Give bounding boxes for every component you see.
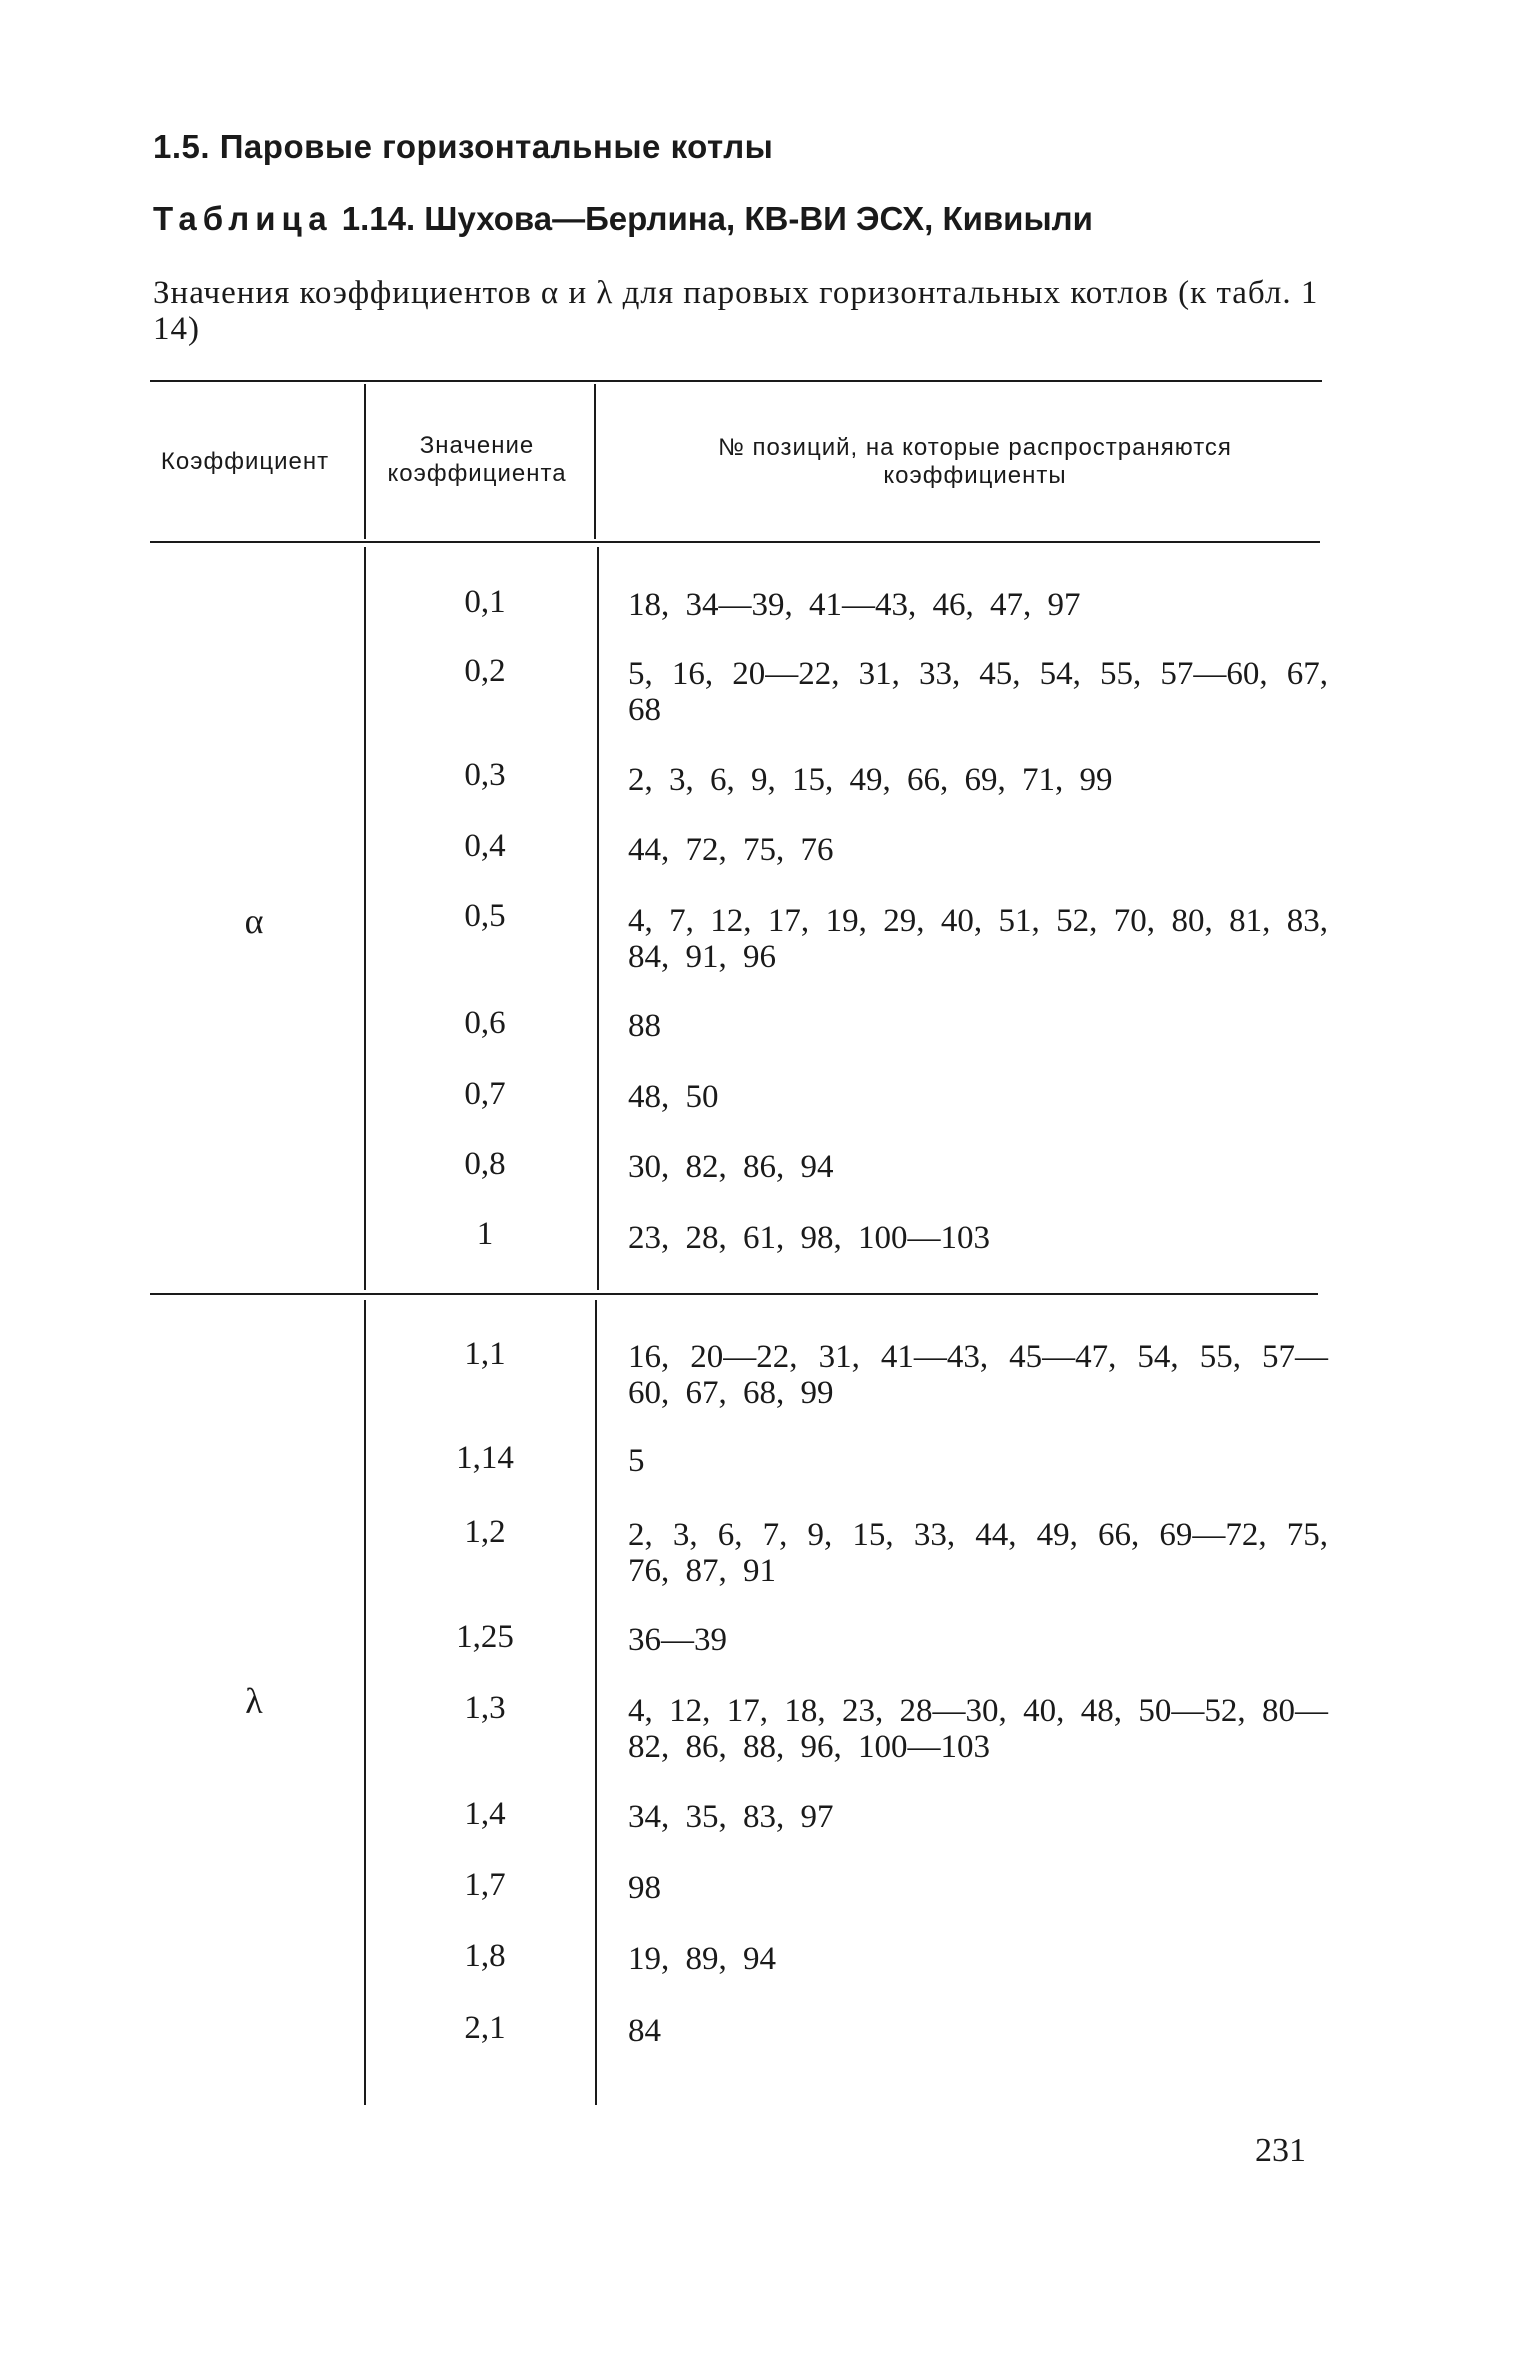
positions-cell: 5, 16, 20—22, 31, 33, 45, 54, 55, 57—60, 67, 68 (628, 656, 1328, 728)
page-number: 231 (1255, 2132, 1306, 2169)
positions-cell: 16, 20—22, 31, 41—43, 45—47, 54, 55, 57—60, 67, 68, 99 (628, 1339, 1328, 1411)
positions-cell: 30, 82, 86, 94 (628, 1149, 834, 1185)
column-divider-1 (364, 547, 366, 1290)
value-cell: 0,5 (464, 898, 506, 934)
column-divider-1 (364, 1300, 366, 2105)
positions-cell: 18, 34—39, 41—43, 46, 47, 97 (628, 587, 1081, 623)
header-value: Значение коэффициента (387, 432, 567, 487)
header-bottom-rule (150, 541, 1320, 543)
group-divider-rule (150, 1293, 1318, 1295)
positions-cell: 84 (628, 2013, 661, 2049)
positions-cell: 36—39 (628, 1622, 727, 1658)
value-cell: 0,4 (464, 828, 506, 864)
column-divider-2 (597, 547, 599, 1290)
table-title (153, 200, 1093, 238)
value-cell: 1,4 (464, 1796, 506, 1832)
positions-cell: 5 (628, 1443, 645, 1479)
positions-cell: 88 (628, 1008, 661, 1044)
table-title-rest: 1.14. Шухова—Берлина, КВ-ВИ ЭСХ, Кивиыли (332, 200, 1093, 237)
value-cell: 1,14 (456, 1440, 514, 1476)
value-cell: 0,7 (464, 1076, 506, 1112)
positions-cell: 44, 72, 75, 76 (628, 832, 834, 868)
column-divider-1 (364, 384, 366, 539)
column-divider-2 (595, 1300, 597, 2105)
value-cell: 1,3 (464, 1690, 506, 1726)
table-title-prefix: Таблица (153, 200, 333, 237)
value-cell: 1 (476, 1216, 494, 1252)
positions-cell: 4, 7, 12, 17, 19, 29, 40, 51, 52, 70, 80, 81, 83, 84, 91, 96 (628, 903, 1328, 975)
header-coefficient: Коэффициент (160, 448, 330, 475)
value-cell: 0,3 (464, 757, 506, 793)
coefficient-symbol-alpha: α (244, 901, 264, 941)
column-divider-2 (594, 384, 596, 539)
value-cell: 0,2 (464, 653, 506, 689)
value-cell: 1,1 (464, 1336, 506, 1372)
value-cell: 0,6 (464, 1005, 506, 1041)
value-cell: 1,25 (456, 1619, 514, 1655)
positions-cell: 19, 89, 94 (628, 1941, 776, 1977)
value-cell: 2,1 (464, 2010, 506, 2046)
section-title: 1.5. Паровые горизонтальные котлы (153, 128, 774, 165)
positions-cell: 2, 3, 6, 7, 9, 15, 33, 44, 49, 66, 69—72, 75, 76, 87, 91 (628, 1517, 1328, 1589)
value-cell: 1,2 (464, 1514, 506, 1550)
table-top-rule (150, 380, 1322, 382)
positions-cell: 4, 12, 17, 18, 23, 28—30, 40, 48, 50—52, 80—82, 86, 88, 96, 100—103 (628, 1693, 1328, 1765)
positions-cell: 98 (628, 1870, 661, 1906)
value-cell: 0,1 (464, 584, 506, 620)
positions-cell: 34, 35, 83, 97 (628, 1799, 834, 1835)
positions-cell: 48, 50 (628, 1079, 719, 1115)
value-cell: 1,7 (464, 1867, 506, 1903)
positions-cell: 2, 3, 6, 9, 15, 49, 66, 69, 71, 99 (628, 762, 1113, 798)
coefficient-symbol-lambda: λ (245, 1681, 263, 1721)
table-caption: Значения коэффициентов α и λ для паровых горизонтальных котлов (к табл. 1 14) (153, 275, 1319, 347)
value-cell: 0,8 (464, 1146, 506, 1182)
positions-cell: 23, 28, 61, 98, 100—103 (628, 1220, 990, 1256)
value-cell: 1,8 (464, 1938, 506, 1974)
header-positions: № позиций, на которые распространяются коэффициенты (718, 434, 1232, 489)
